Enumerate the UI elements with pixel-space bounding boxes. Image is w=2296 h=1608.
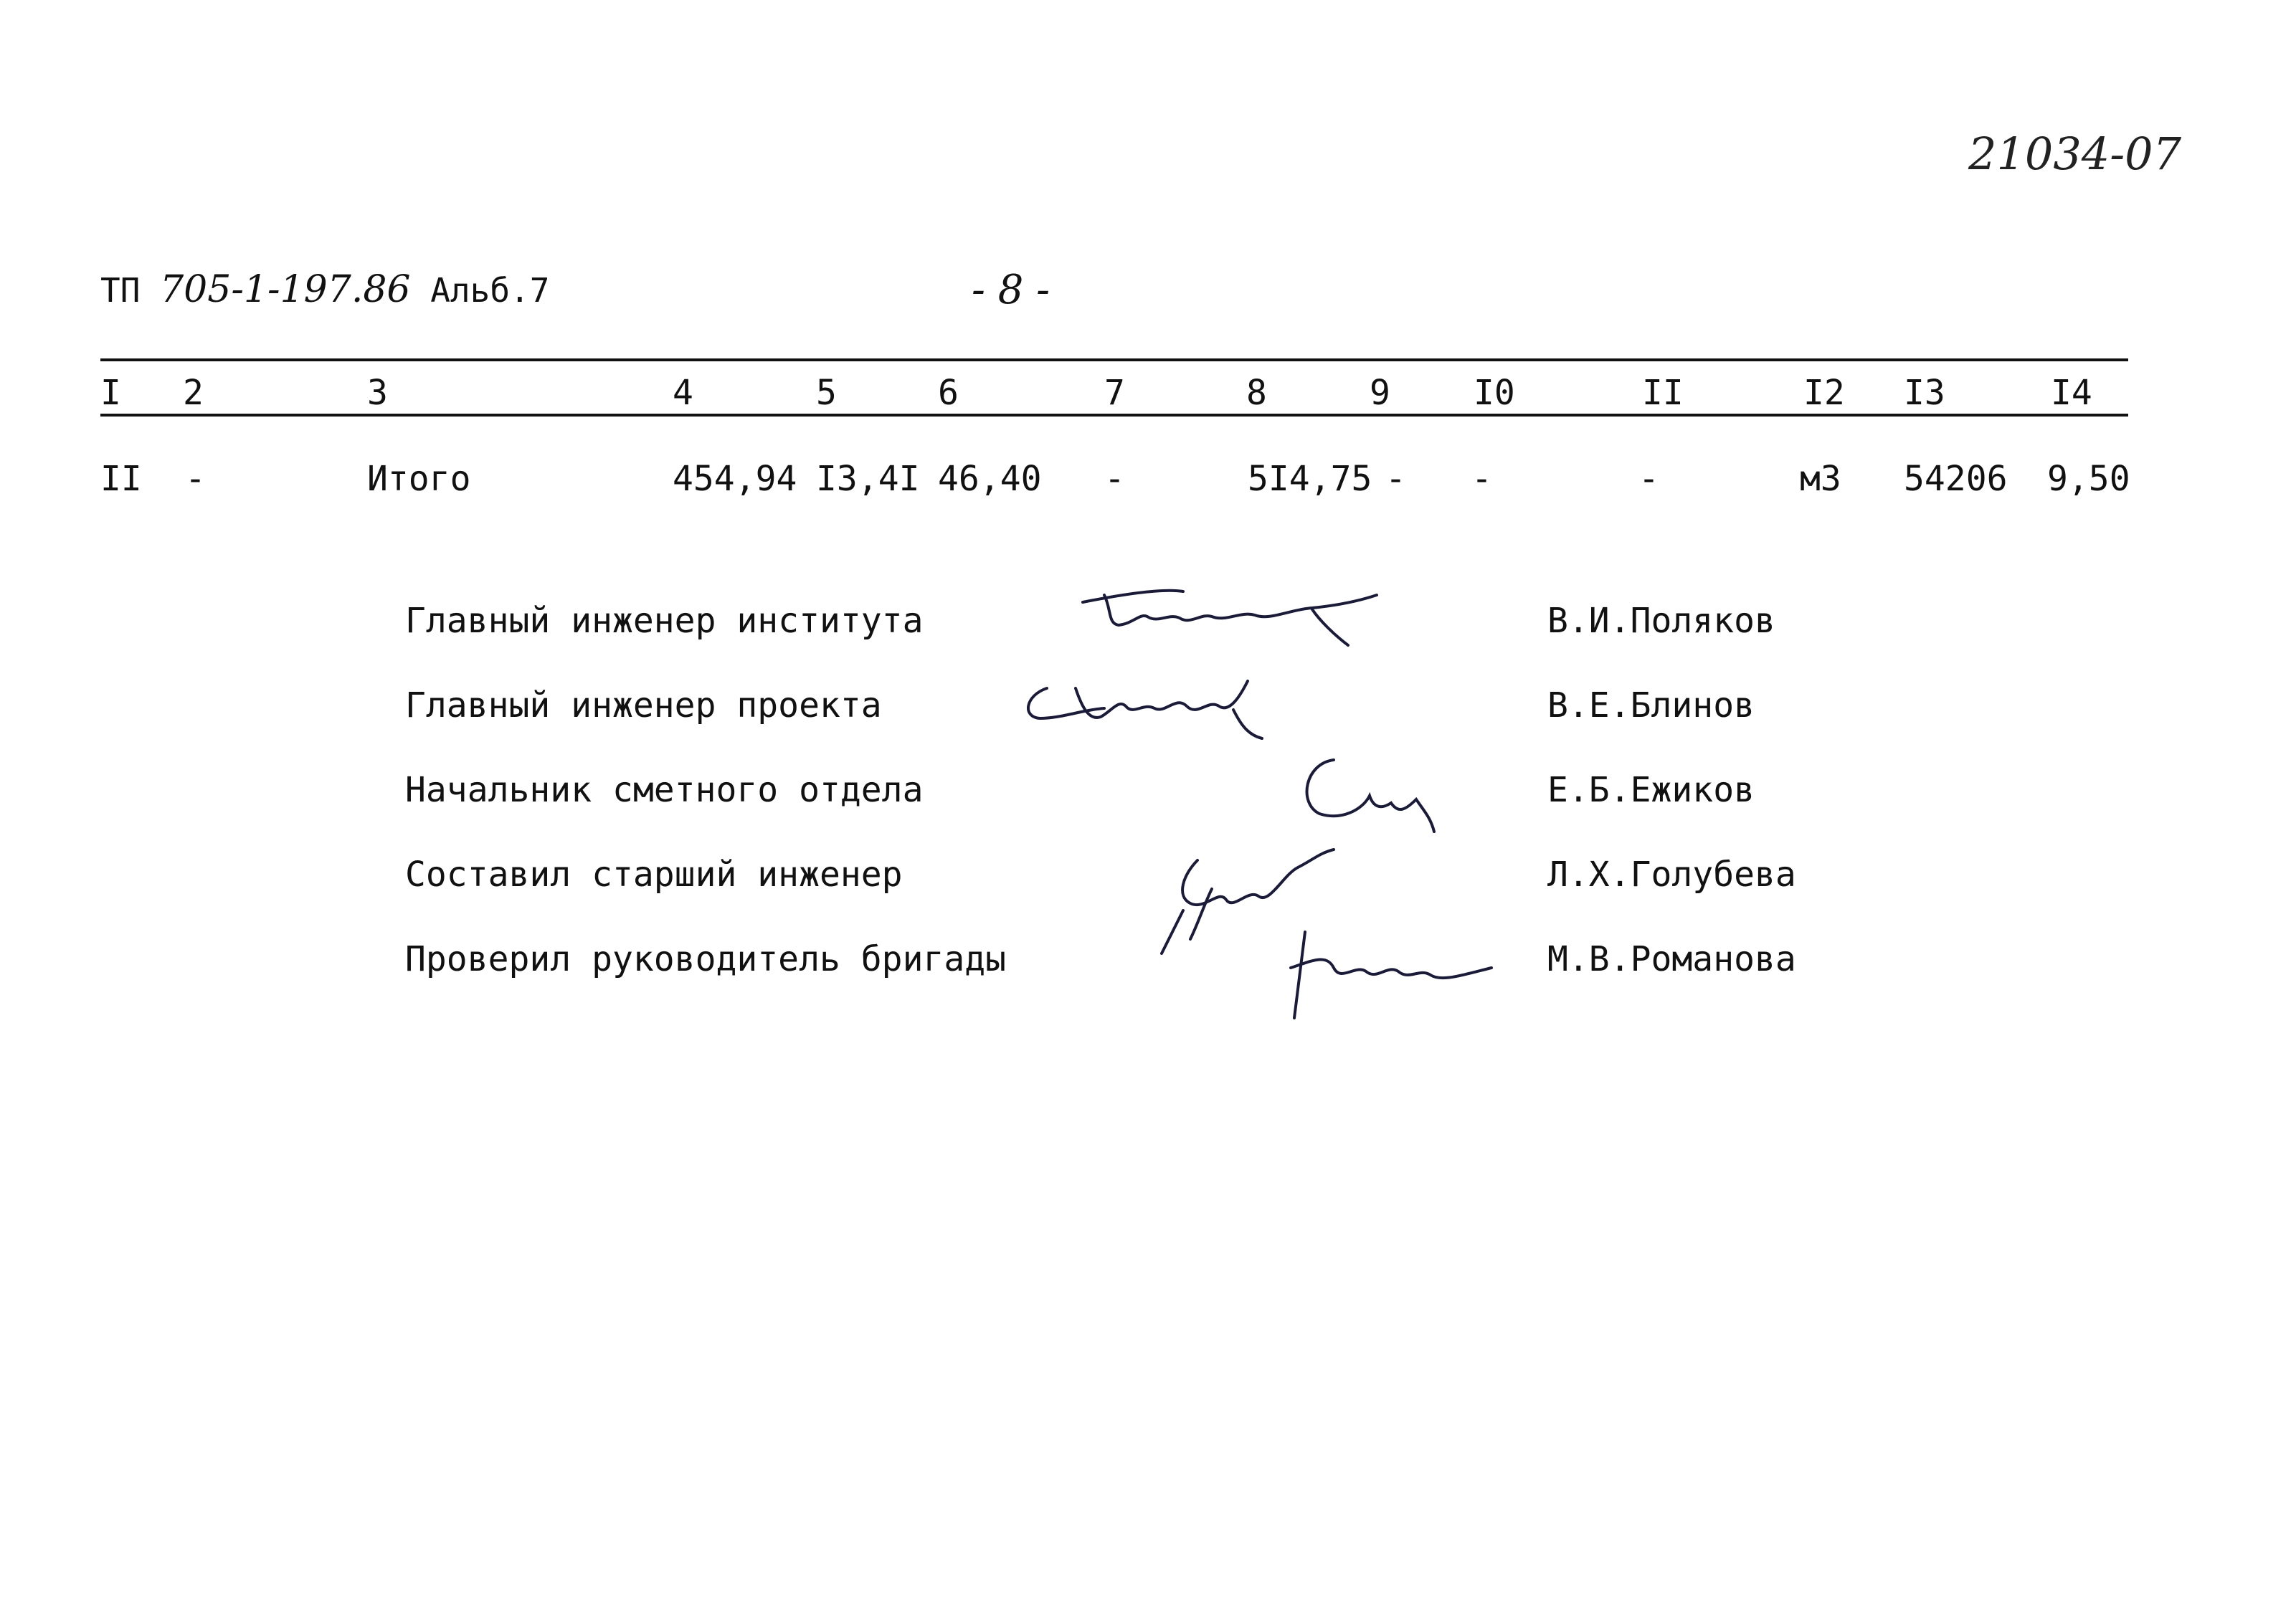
signature-name: В.И.Поляков	[1547, 601, 1775, 641]
signature-name: В.Е.Блинов	[1547, 685, 1755, 725]
column-header: 6	[938, 373, 959, 413]
table-cell: 46,40	[938, 459, 1042, 499]
table-cell: -	[1471, 459, 1492, 499]
column-header: 7	[1104, 373, 1125, 413]
table-cell: м3	[1800, 459, 1841, 499]
signature-role: Проверил руководитель бригады	[405, 939, 1007, 979]
column-header: I4	[2051, 373, 2092, 413]
header-code	[100, 268, 549, 311]
column-header: 9	[1370, 373, 1390, 413]
document-number: 21034-07	[1968, 128, 2182, 180]
column-header: 3	[367, 373, 388, 413]
signature-mark-5	[1284, 925, 1499, 1025]
column-header: I0	[1474, 373, 1515, 413]
signature-role: Начальник сметного отдела	[405, 770, 924, 810]
table-cell: -	[1104, 459, 1125, 499]
signature-mark-1	[1076, 574, 1405, 652]
table-cell: -	[1385, 459, 1406, 499]
signature-mark-2	[1018, 667, 1291, 746]
column-header: 4	[673, 373, 693, 413]
column-header: I2	[1803, 373, 1845, 413]
signature-mark-3	[1291, 746, 1456, 839]
table-top-rule	[100, 358, 2128, 361]
signature-role: Главный инженер института	[405, 601, 924, 641]
signature-name: М.В.Романова	[1547, 939, 1796, 979]
table-cell: II	[100, 459, 142, 499]
table-cell: I3,4I	[816, 459, 920, 499]
header-code-number: 705-1-197.86	[160, 268, 411, 311]
table-cell: 9,50	[2047, 459, 2130, 499]
column-header: 5	[816, 373, 837, 413]
table-cell: 54206	[1904, 459, 2008, 499]
table-cell: -	[1638, 459, 1659, 499]
table-cell: Итого	[367, 459, 471, 499]
column-header: I	[100, 373, 121, 413]
header-album: Альб.7	[430, 271, 550, 310]
table-cell: -	[185, 459, 206, 499]
table-cell: 5I4,75	[1248, 459, 1372, 499]
column-header: 8	[1246, 373, 1267, 413]
page-number: - 8 -	[972, 267, 1050, 313]
signature-role: Главный инженер проекта	[405, 685, 882, 725]
table-cell: 454,94	[673, 459, 797, 499]
column-header: 2	[183, 373, 204, 413]
table-header-rule	[100, 414, 2128, 417]
signature-role: Составил старший инженер	[405, 855, 903, 895]
column-header: II	[1642, 373, 1684, 413]
column-header: I3	[1904, 373, 1945, 413]
header-prefix: ТП	[100, 271, 141, 310]
signature-name: Е.Б.Ежиков	[1547, 770, 1755, 810]
signature-name: Л.Х.Голубева	[1547, 855, 1796, 895]
